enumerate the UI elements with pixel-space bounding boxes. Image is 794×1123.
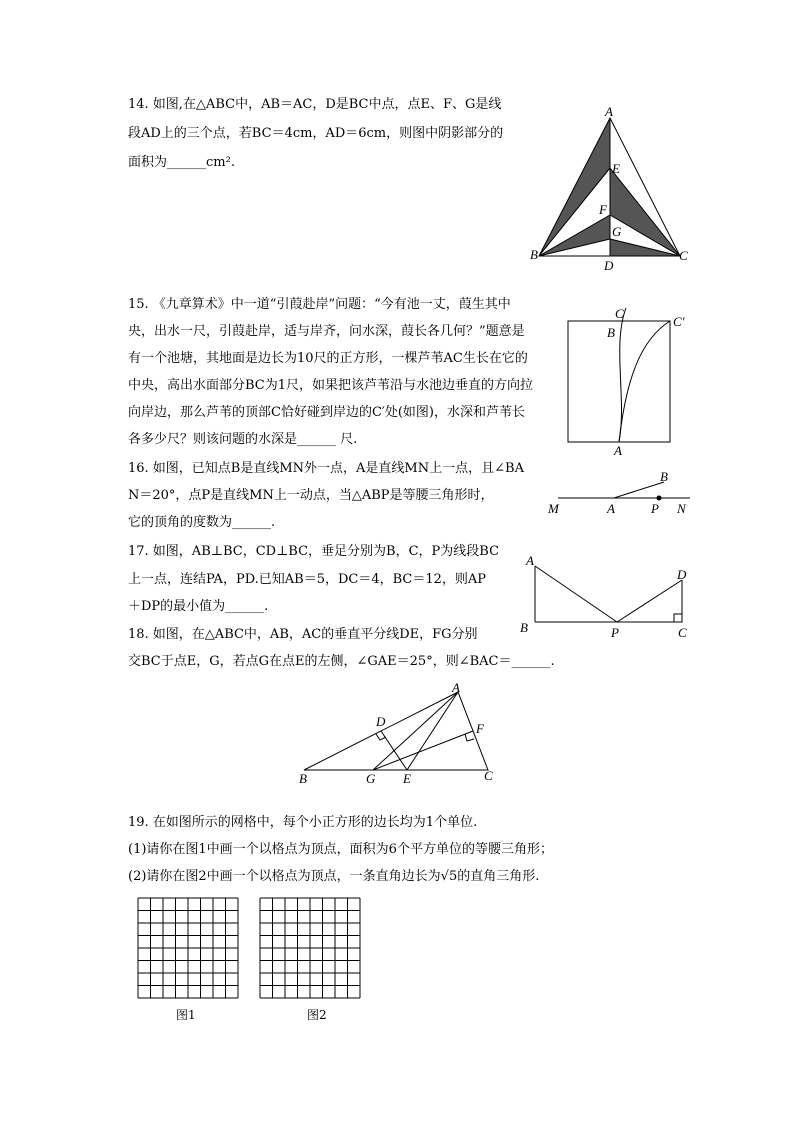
q18-label-b: B — [299, 771, 307, 786]
q17-right-angle-mark — [674, 614, 682, 622]
q17-label-p: P — [611, 625, 619, 640]
q14-label-f: F — [599, 202, 607, 217]
q14-line-2: 段AD上的三个点，若BC＝4cm，AD＝6cm，则图中阴影部分的 — [128, 126, 504, 141]
q19-grid-1 — [138, 898, 238, 998]
q19-grid-2 — [260, 898, 360, 998]
q14-figure — [525, 100, 700, 275]
q19-line-1: 19. 在如图所示的网格中，每个小正方形的边长均为1个单位. — [128, 815, 478, 830]
q17-line-2: 上一点，连结PA，PD.已知AB＝5，DC＝4，BC＝12，则AP — [128, 572, 487, 587]
q17-label-b: B — [520, 620, 528, 635]
q18-right-angle-f — [465, 734, 474, 741]
q15-line-2: 央，出水一尺，引葭赴岸，适与岸齐，问水深，葭长各几何？”题意是 — [128, 324, 525, 339]
q18-label-e: E — [403, 771, 411, 786]
q18-label-f: F — [476, 721, 484, 736]
q18-line-1: 18. 如图，在△ABC中，AB，AC的垂直平分线DE，FG分别 — [128, 627, 478, 642]
q14-label-e: E — [612, 161, 620, 176]
q17-label-c: C — [678, 625, 687, 640]
q15-reed-upright — [619, 308, 626, 442]
q17-label-a: A — [526, 553, 534, 568]
q16-label-n: N — [677, 501, 686, 516]
q15-pond — [568, 321, 670, 442]
q18-label-d: D — [376, 714, 386, 729]
q18-label-c: C — [484, 768, 493, 783]
q16-label-p: P — [651, 501, 659, 516]
q17-label-d: D — [677, 567, 687, 582]
q19-line-3: (2)请你在图2中画一个以格点为顶点，一条直角边长为√5的直角三角形. — [128, 869, 540, 884]
q15-line-3: 有一个池塘，其地面是边长为10尺的正方形，一棵芦苇AC生长在它的 — [128, 351, 528, 366]
q16-ray-ab — [614, 482, 664, 498]
q14-label-d: D — [604, 258, 614, 273]
q16-point-p — [657, 496, 662, 501]
q15-line-6: 各多少尺？则该问题的水深是______ 尺. — [128, 432, 358, 447]
q14-label-c: C — [679, 248, 688, 263]
q15-line-1: 15. 《九章算术》中一道“引葭赴岸”问题：“今有池一丈，葭生其中 — [128, 297, 511, 312]
q19-line-2: (1)请你在图1中画一个以格点为顶点，面积为6个平方单位的等腰三角形； — [128, 842, 553, 857]
q18-label-g: G — [366, 771, 376, 786]
q15-line-5: 向岸边，那么芦苇的顶部C恰好碰到岸边的C′处(如图)，水深和芦苇长 — [128, 405, 525, 420]
q14-label-a: A — [605, 104, 613, 119]
q18-segment-ag — [373, 692, 458, 770]
q15-label-a: A — [614, 443, 622, 458]
q18-line-2: 交BC于点E，G，若点G在点E的左侧，∠GAE＝25°，则∠BAC＝______. — [128, 654, 555, 669]
q15-reed-pulled — [619, 321, 670, 442]
q18-figure — [295, 675, 505, 790]
q14-line-3: 面积为______cm². — [128, 155, 235, 170]
q16-line-3: 它的顶角的度数为______. — [128, 515, 276, 530]
q17-line-1: 17. 如图，AB⊥BC，CD⊥BC，垂足分别为B，C，P为线段BC — [128, 544, 500, 559]
q15-label-cprime: C′ — [673, 314, 685, 329]
q14-label-g: G — [612, 224, 622, 239]
q16-line-2: N＝20°，点P是直线MN上一动点，当△ABP是等腰三角形时， — [128, 488, 494, 503]
q17-figure — [518, 550, 698, 640]
q15-line-4: 中央，高出水面部分BC为1尺，如果把该芦苇沿与水池边垂直的方向拉 — [128, 378, 534, 393]
q16-label-m: M — [548, 501, 559, 516]
q19-caption-fig1: 图1 — [176, 1008, 196, 1022]
q15-label-c: C — [615, 306, 624, 321]
q18-segment-ae — [407, 692, 458, 770]
q16-label-a: A — [607, 501, 615, 516]
q14-line-1: 14. 如图,在△ABC中，AB＝AC，D是BC中点，点E、F、G是线 — [128, 97, 502, 112]
q19-caption-fig2: 图2 — [307, 1008, 327, 1022]
q17-segment-pd — [617, 580, 682, 622]
q16-figure — [540, 465, 700, 520]
q17-segment-pa — [535, 566, 617, 622]
q17-line-3: ＋DP的最小值为______. — [128, 599, 269, 614]
q15-label-b: B — [607, 325, 615, 340]
q16-line-1: 16. 如图，已知点B是直线MN外一点，A是直线MN上一点，且∠BA — [128, 461, 524, 476]
q15-figure — [560, 300, 700, 460]
q16-label-b: B — [660, 469, 668, 484]
q18-label-a: A — [452, 680, 460, 695]
q14-label-b: B — [530, 247, 538, 262]
q18-triangle-abc — [304, 692, 488, 770]
q18-line-fg — [373, 731, 473, 770]
